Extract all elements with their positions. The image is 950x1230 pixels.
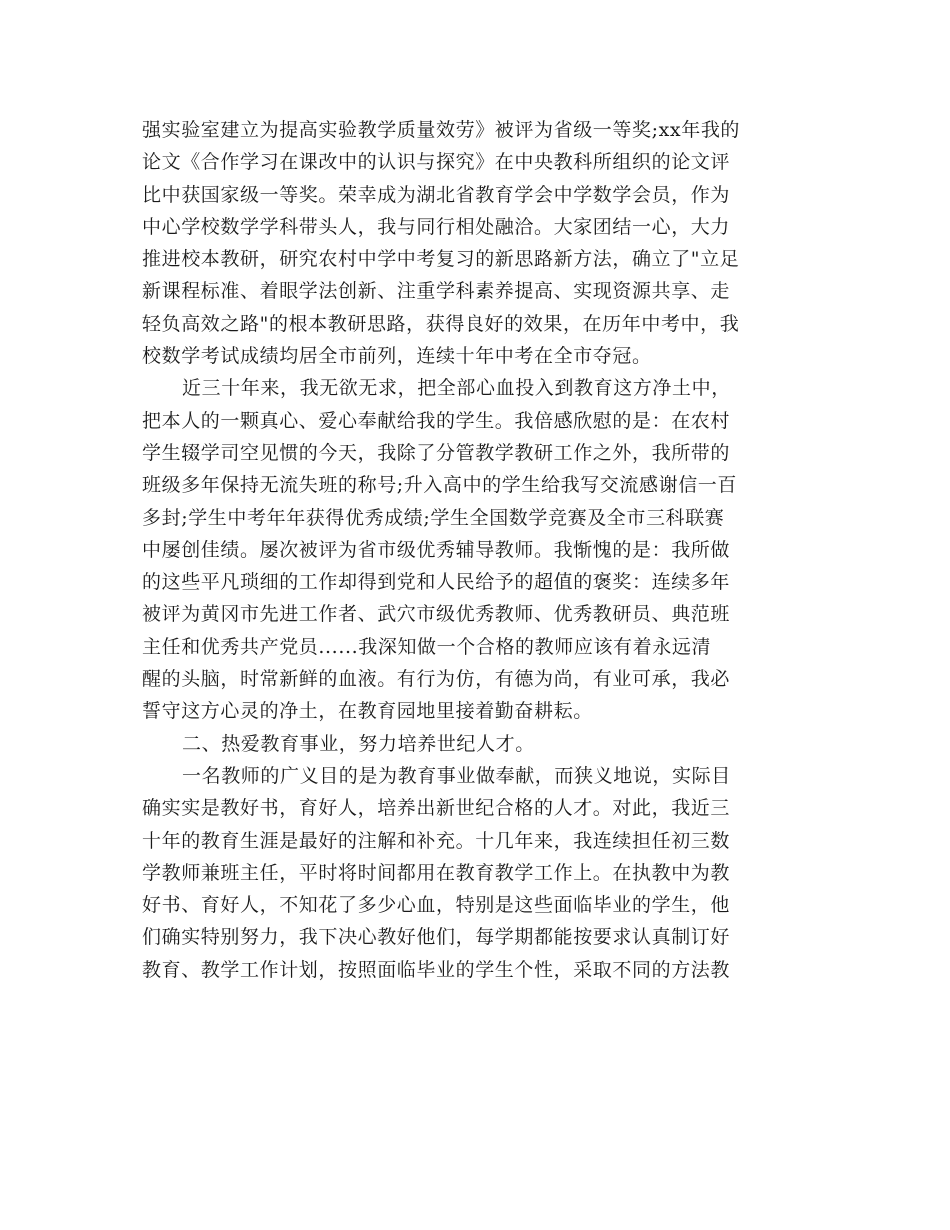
- text-line: 们确实特别努力，我下决心教好他们，每学期都能按要求认真制订好: [142, 926, 731, 949]
- text-line: 校数学考试成绩均居全市前列，连续十年中考在全市夺冠。: [142, 345, 652, 368]
- text-line: 好书、育好人，不知花了多少心血，特别是这些面临毕业的学生，他: [142, 894, 731, 917]
- text-line: 强实验室建立为提高实验教学质量效劳》被评为省级一等奖;xx年我的: [142, 119, 741, 141]
- text-line: 学生辍学司空见惯的今天，我除了分管教学教研工作之外，我所带的: [142, 441, 731, 464]
- text-line: 的这些平凡琐细的工作却得到党和人民给予的超值的褒奖：连续多年: [142, 571, 731, 594]
- text-line: 班级多年保持无流失班的称号;升入高中的学生给我写交流感谢信一百: [142, 474, 738, 497]
- text-line: 誓守这方心灵的净土，在教育园地里接着勤奋耕耘。: [142, 700, 593, 723]
- text-line: 教育、教学工作计划，按照面临毕业的学生个性，采取不同的方法教: [142, 958, 731, 981]
- text-line: 学教师兼班主任，平时将时间都用在教育教学工作上。在执教中为教: [142, 861, 731, 884]
- text-line: 近三十年来，我无欲无求，把全部心血投入到教育这方净土中，: [182, 377, 731, 400]
- text-line: 中心学校数学学科带头人，我与同行相处融洽。大家团结一心，大力: [142, 215, 731, 238]
- text-line: 推进校本教研，研究农村中学中考复习的新思路新方法，确立了"立足: [142, 248, 740, 271]
- text-line: 新课程标准、着眼学法创新、注重学科素养提高、实现资源共享、走: [142, 280, 731, 303]
- text-line: 主任和优秀共产党员......我深知做一个合格的教师应该有着永远清: [142, 635, 712, 658]
- text-line: 被评为黄冈市先进工作者、武穴市级优秀教师、优秀教研员、典范班: [142, 603, 731, 626]
- text-line: 二、热爱教育事业，努力培养世纪人才。: [182, 732, 535, 755]
- document-body-text: [142, 114, 812, 986]
- text-line: 十年的教育生涯是最好的注解和补充。十几年来，我连续担任初三数: [142, 829, 731, 852]
- text-line: 把本人的一颗真心、爱心奉献给我的学生。我倍感欣慰的是：在农村: [142, 409, 731, 432]
- text-line: 中屡创佳绩。屡次被评为省市级优秀辅导教师。我惭愧的是：我所做: [142, 538, 731, 561]
- text-line: 多封;学生中考年年获得优秀成绩;学生全国数学竞赛及全市三科联赛: [142, 506, 725, 529]
- text-line: 论文《合作学习在课改中的认识与探究》在中央教科所组织的论文评: [142, 151, 731, 174]
- text-line: 一名教师的广义目的是为教育事业做奉献，而狭义地说，实际目: [182, 764, 731, 787]
- text-line: 比中获国家级一等奖。荣幸成为湖北省教育学会中学数学会员，作为: [142, 183, 731, 206]
- text-line: 确实实是教好书，育好人，培养出新世纪合格的人才。对此，我近三: [142, 797, 731, 820]
- text-line: 醒的头脑，时常新鲜的血液。有行为仿，有德为尚，有业可承，我必: [142, 668, 731, 691]
- text-line: 轻负高效之路"的根本教研思路，获得良好的效果，在历年中考中，我: [142, 312, 740, 335]
